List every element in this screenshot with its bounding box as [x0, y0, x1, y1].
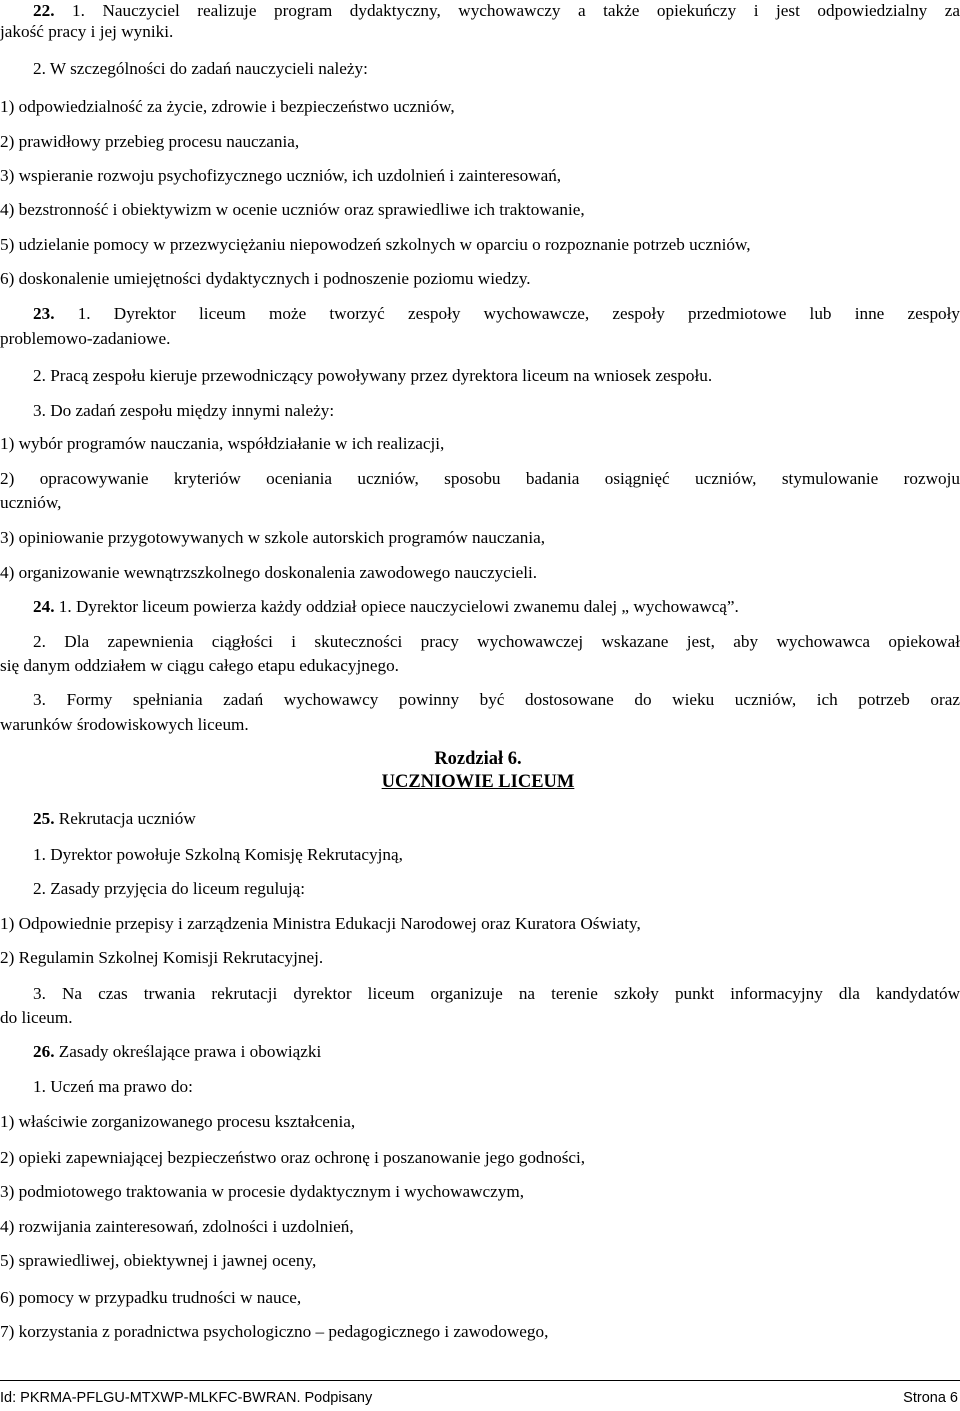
- list-item: 6) doskonalenie umiejętności dydaktycznych i podnoszenie poziomu wiedzy.: [0, 269, 531, 288]
- paragraph-24-line-1: [33, 596, 960, 617]
- paragraph-text: 1. Dyrektor liceum może tworzyć zespoły wychowawcze, zespoły przedmiotowe lub inne zespoły: [77, 304, 960, 323]
- list-item: 2) Regulamin Szkolnej Komisji Rekrutacyjnej.: [0, 948, 324, 967]
- list-item: 5) udzielanie pomocy w przezwyciężaniu niepowodzeń szkolnych w oparciu o rozpoznanie potrzeb uczniów,: [0, 235, 751, 254]
- paragraph-25-section-2: 2. Zasady przyjęcia do liceum regulują:: [33, 879, 306, 898]
- list-item: 4) organizowanie wewnątrzszkolnego doskonalenia zawodowego nauczycieli.: [0, 563, 538, 582]
- paragraph-23-line-1: [33, 303, 960, 324]
- list-item: 2) opracowywanie kryteriów oceniania uczniów, sposobu badania osiągnięć uczniów, stymulowanie rozwoju: [0, 469, 960, 488]
- chapter-title: UCZNIOWIE LICEUM: [381, 772, 575, 792]
- list-item: 1) Odpowiednie przepisy i zarządzenia Ministra Edukacji Narodowej oraz Kuratora Oświaty,: [0, 914, 641, 933]
- paragraph-text: 1. Dyrektor liceum powierza każdy oddział opiece nauczycielowi zwanemu dalej „ wychowawcą”.: [58, 597, 739, 616]
- paragraph-number: 24.: [33, 597, 55, 616]
- paragraph-title: Rekrutacja uczniów: [58, 809, 196, 828]
- paragraph-23-section-2: 2. Pracą zespołu kieruje przewodniczący powoływany przez dyrektora liceum na wniosek zespołu.: [33, 366, 713, 385]
- paragraph-number: 26.: [33, 1042, 55, 1061]
- paragraph-23-line-2: problemowo-zadaniowe.: [0, 329, 171, 348]
- list-item: 2) opieki zapewniającej bezpieczeństwo oraz ochronę i poszanowanie jego godności,: [0, 1148, 586, 1167]
- list-item: 1) właściwie zorganizowanego procesu kształcenia,: [0, 1112, 356, 1131]
- list-item: 6) pomocy w przypadku trudności w nauce,: [0, 1288, 302, 1307]
- paragraph-number: 23.: [33, 304, 55, 323]
- paragraph-25-section-1: 1. Dyrektor powołuje Szkolną Komisję Rekrutacyjną,: [33, 845, 403, 864]
- paragraph-24-section-3-line-1: 3. Formy spełniania zadań wychowawcy powinny być dostosowane do wieku uczniów, ich potrzeb oraz: [33, 690, 960, 709]
- list-item: 7) korzystania z poradnictwa psychologiczno – pedagogicznego i zawodowego,: [0, 1322, 549, 1341]
- list-item: 5) sprawiedliwej, obiektywnej i jawnej oceny,: [0, 1251, 317, 1270]
- paragraph-22-line-2: jakość pracy i jej wyniki.: [0, 22, 174, 41]
- list-item: 4) rozwijania zainteresowań, zdolności i uzdolnień,: [0, 1217, 354, 1236]
- paragraph-26-section-1: 1. Uczeń ma prawo do:: [33, 1077, 193, 1096]
- list-item: 3) opiniowanie przygotowywanych w szkole autorskich programów nauczania,: [0, 528, 546, 547]
- paragraph-25-section-3-line-1: 3. Na czas trwania rekrutacji dyrektor liceum organizuje na terenie szkoły punkt informacyjny dla kandydatów: [33, 984, 960, 1003]
- footer-page-number: Strona 6: [903, 1390, 958, 1406]
- paragraph-25-section-3-line-2: do liceum.: [0, 1008, 73, 1027]
- paragraph-23-section-3: 3. Do zadań zespołu między innymi należy:: [33, 401, 335, 420]
- list-item: 2) prawidłowy przebieg procesu nauczania,: [0, 132, 300, 151]
- paragraph-25-heading: [33, 808, 960, 829]
- footer-divider: [0, 1380, 960, 1381]
- paragraph-26-heading: [33, 1041, 960, 1062]
- paragraph-text: 1. Nauczyciel realizuje program dydaktyczny, wychowawczy a także opiekuńczy i jest odpowiedzialny za: [72, 1, 960, 20]
- list-item: 1) odpowiedzialność za życie, zdrowie i bezpieczeństwo uczniów,: [0, 97, 455, 116]
- paragraph-title: Zasady określające prawa i obowiązki: [58, 1042, 322, 1061]
- footer-document-id: Id: PKRMA-PFLGU-MTXWP-MLKFC-BWRAN. Podpisany: [0, 1390, 373, 1406]
- paragraph-number: 25.: [33, 809, 55, 828]
- paragraph-24-section-2-line-2: się danym oddziałem w ciągu całego etapu edukacyjnego.: [0, 656, 399, 675]
- list-item: 3) podmiotowego traktowania w procesie dydaktycznym i wychowawczym,: [0, 1182, 525, 1201]
- paragraph-22-section-2: 2. W szczególności do zadań nauczycieli należy:: [33, 59, 368, 78]
- paragraph-24-section-2-line-1: 2. Dla zapewnienia ciągłości i skuteczności pracy wychowawczej wskazane jest, aby wychowawca opiekował: [33, 632, 960, 651]
- list-item-continuation: uczniów,: [0, 493, 62, 512]
- list-item: 4) bezstronność i obiektywizm w ocenie uczniów oraz sprawiedliwe ich traktowanie,: [0, 200, 585, 219]
- list-item: 3) wspieranie rozwoju psychofizycznego uczniów, ich uzdolnień i zainteresowań,: [0, 166, 562, 185]
- paragraph-number: 22.: [33, 1, 55, 20]
- chapter-number: Rozdział 6.: [434, 749, 522, 769]
- paragraph-22-line-1: [33, 0, 960, 21]
- paragraph-24-section-3-line-2: warunków środowiskowych liceum.: [0, 715, 249, 734]
- list-item: 1) wybór programów nauczania, współdziałanie w ich realizacji,: [0, 434, 445, 453]
